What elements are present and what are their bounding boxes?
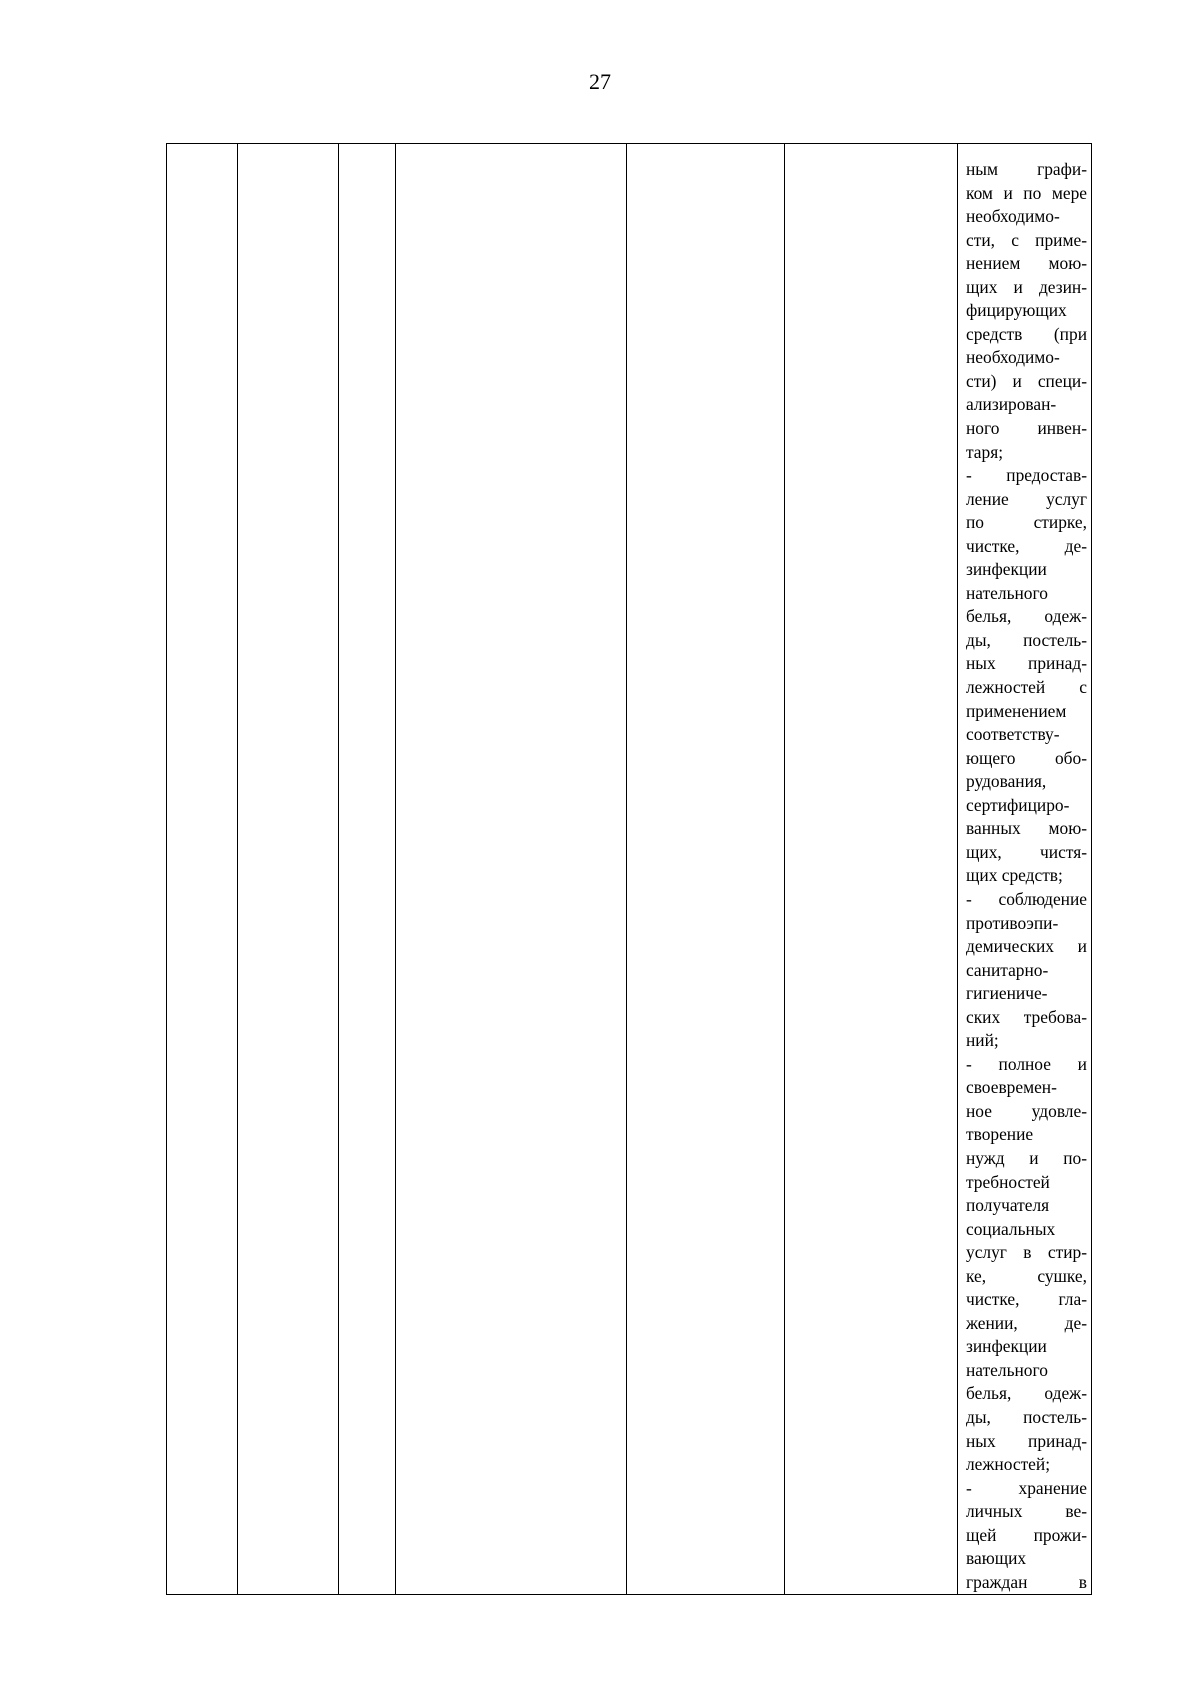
description-line: нужд и по- (966, 1147, 1087, 1168)
description-line: сти, с приме- (966, 229, 1087, 250)
description-line: ний; (966, 1030, 999, 1051)
description-line: ное удовле- (966, 1100, 1087, 1121)
description-line: соответству- (966, 724, 1060, 745)
description-line: ющего обо- (966, 747, 1087, 768)
description-line: получателя (966, 1195, 1050, 1216)
description-line: ды, постель- (966, 1406, 1087, 1427)
description-line: щих, чистя- (966, 841, 1087, 862)
description-line: зинфекции (966, 559, 1047, 580)
description-line: белья, одеж- (966, 1383, 1087, 1404)
description-line: - соблюдение (966, 888, 1087, 909)
description-line: рудования, (966, 771, 1047, 792)
description-line: - полное и (966, 1053, 1087, 1074)
table-cell-col-4 (396, 144, 627, 1595)
description-line: необходимо- (966, 206, 1060, 227)
table-cell-col-6 (785, 144, 958, 1595)
description-line: ком и по мере (966, 182, 1087, 203)
description-line: ских требова- (966, 1006, 1087, 1027)
description-line: вающих (966, 1548, 1027, 1569)
description-line: щих средств; (966, 865, 1063, 886)
description-line: ванных мою- (966, 818, 1087, 839)
description-line: чистке, гла- (966, 1289, 1087, 1310)
description-line: ды, постель- (966, 629, 1087, 650)
table-row (167, 144, 1092, 1595)
description-line: чистке, де- (966, 535, 1087, 556)
description-line: ным графи- (966, 159, 1087, 179)
description-line: ализирован- (966, 394, 1057, 415)
description-text (966, 158, 1087, 1594)
description-line: своевремен- (966, 1077, 1057, 1098)
table-cell-col-5 (627, 144, 785, 1595)
services-table (166, 143, 1092, 1595)
description-line: ного инвен- (966, 418, 1087, 439)
description-line: - предостав- (966, 465, 1087, 486)
description-line: ление услуг (966, 488, 1087, 509)
description-line: личных ве- (966, 1501, 1087, 1522)
description-line: ных принад- (966, 653, 1087, 674)
description-line: ке, сушке, (966, 1265, 1087, 1286)
description-line: жении, де- (966, 1312, 1087, 1333)
description-line: по стирке, (966, 512, 1087, 533)
table-cell-col-2 (238, 144, 339, 1595)
table-cell-col-3 (339, 144, 396, 1595)
description-line: санитарно- (966, 959, 1049, 980)
description-line: применением (966, 700, 1067, 721)
description-line: демических и (966, 936, 1087, 957)
description-line: щих и дезин- (966, 276, 1087, 297)
description-line: социальных (966, 1218, 1056, 1239)
description-line: нательного (966, 582, 1048, 603)
description-line: требностей (966, 1171, 1050, 1192)
description-line: лежностей с (966, 677, 1087, 698)
page-number: 27 (589, 69, 611, 94)
table-cell-description (958, 144, 1092, 1595)
description-line: противоэпи- (966, 912, 1059, 933)
description-line: ных принад- (966, 1430, 1087, 1451)
description-line: зинфекции (966, 1336, 1047, 1357)
description-line: нательного (966, 1359, 1048, 1380)
description-line: необходимо- (966, 347, 1060, 368)
description-line: творение (966, 1124, 1034, 1145)
description-line: гигиениче- (966, 983, 1048, 1004)
description-line: таря; (966, 441, 1004, 462)
description-line: граждан в (966, 1571, 1087, 1592)
description-line: - хранение (966, 1477, 1087, 1498)
description-line: услуг в стир- (966, 1242, 1087, 1263)
description-line: нением мою- (966, 253, 1087, 274)
description-line: щей прожи- (966, 1524, 1087, 1545)
description-line: сти) и специ- (966, 370, 1087, 391)
description-line: сертифициро- (966, 794, 1070, 815)
description-line: лежностей; (966, 1454, 1051, 1475)
description-line: средств (при (966, 323, 1087, 344)
description-line: фицирующих (966, 300, 1067, 321)
description-line: белья, одеж- (966, 606, 1087, 627)
table-cell-col-1 (167, 144, 238, 1595)
